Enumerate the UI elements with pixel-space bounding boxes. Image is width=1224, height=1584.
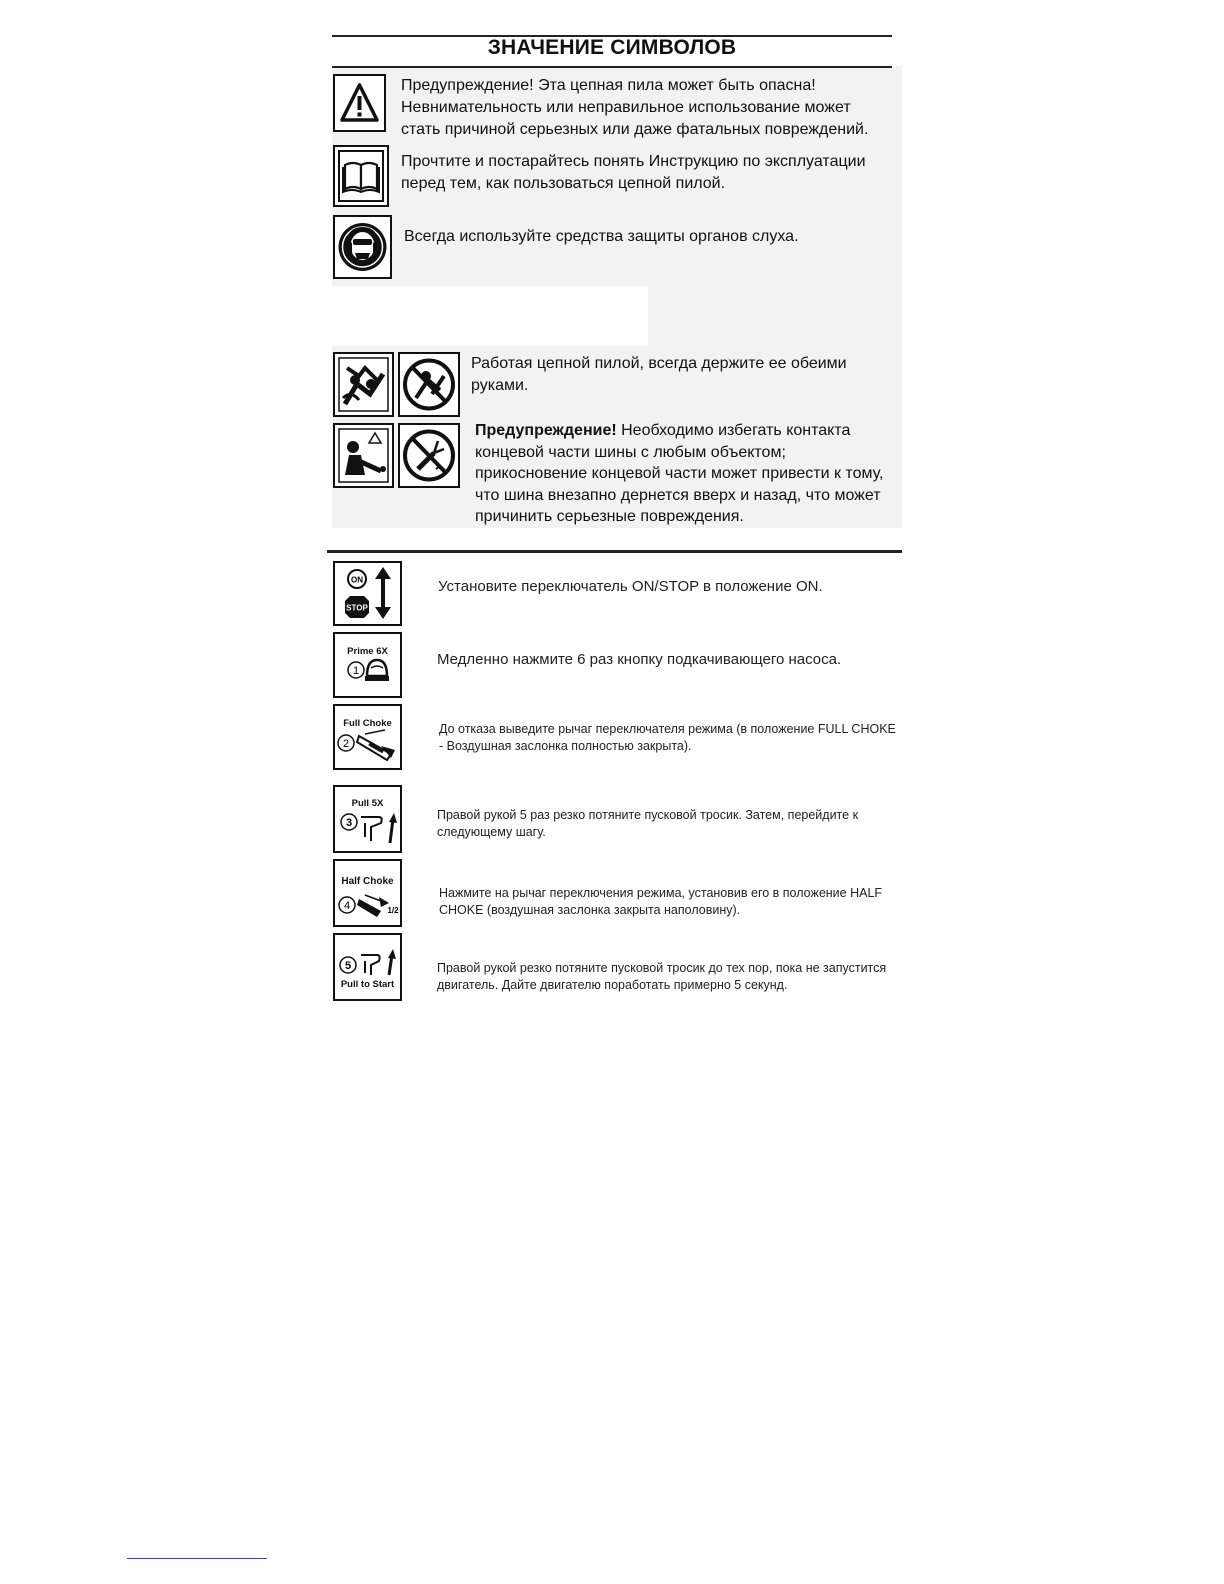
title-bottom-rule <box>332 66 892 68</box>
half-choke-label: Half Choke <box>341 876 394 887</box>
full-choke-icon <box>335 706 400 768</box>
page-title: ЗНАЧЕНИЕ СИМВОЛОВ <box>487 36 737 59</box>
pull-to-start-icon-box <box>333 933 402 1001</box>
footer-link-underline <box>127 1558 267 1559</box>
pull-cord-icon <box>335 787 400 851</box>
on-label: ON <box>351 575 363 585</box>
kickback-warning-icon <box>335 425 392 486</box>
warning-triangle-icon <box>335 76 384 130</box>
full-choke-label: Full Choke <box>343 718 392 729</box>
step-1-text: Медленно нажмите 6 раз кнопку подкачивающего насоса. <box>437 651 842 668</box>
prime-label: Prime 6X <box>347 646 388 657</box>
step-number-4: 4 <box>343 900 351 912</box>
tip-contact-prohibited-icon-box <box>398 423 460 488</box>
step-2-text: До отказа выведите рычаг переключателя режима (в положение FULL CHOKE - Воздушная заслонка полностью закрыта). <box>439 722 896 753</box>
two-hands-chainsaw-icon <box>335 354 392 415</box>
middle-section-background <box>648 286 902 350</box>
kickback-text <box>475 420 890 528</box>
half-choke-icon <box>335 861 400 925</box>
kickback-icon-box <box>333 423 394 488</box>
primer-bulb-icon <box>335 634 400 696</box>
kickback-warning-label: Предупреждение! <box>475 422 617 439</box>
pull-5x-icon-box <box>333 785 402 853</box>
full-choke-icon-box <box>333 704 402 770</box>
step-3-text: Правой рукой 5 раз резко потяните пусковой тросик. Затем, перейдите к следующему шагу. <box>437 808 859 839</box>
step-number-1: 1 <box>352 665 360 677</box>
step-number-2: 2 <box>342 738 350 750</box>
pull-to-start-label: Pull to Start <box>340 979 395 990</box>
two-hands-icon-box <box>333 352 394 417</box>
stop-label: STOP <box>346 603 368 613</box>
step-5-text: Правой рукой резко потяните пусковой тросик до тех пор, пока не запустится двигатель. Дайте двигателю поработать примерно 5 секунд. <box>437 961 887 992</box>
on-stop-icon-box <box>333 561 402 626</box>
on-stop-switch-icon <box>335 563 400 624</box>
step-on-stop-text: Установите переключатель ON/STOP в положение ON. <box>438 578 823 595</box>
tip-contact-prohibited-icon <box>400 425 458 486</box>
section-divider <box>327 550 902 553</box>
pull-5x-label: Pull 5X <box>351 798 384 809</box>
step-4-text: Нажмите на рычаг переключения режима, установив его в положение HALF CHOKE (воздушная заслонка закрыта наполовину). <box>439 886 883 917</box>
book-icon-box <box>333 145 389 207</box>
step-number-3: 3 <box>345 817 353 829</box>
half-label: 1/2 <box>387 906 399 915</box>
kickback-warning-body: Необходимо избегать контакта концевой части шины с любым объектом; прикосновение концевой части может привести к тому, что шина внезапно дернется вверх и назад, что может причинить серьезные повреждения. <box>475 422 884 525</box>
hearing-icon-box <box>333 215 392 279</box>
one-hand-prohibited-icon-box <box>398 352 460 417</box>
pull-to-start-icon <box>335 935 400 999</box>
two-hands-text: Работая цепной пилой, всегда держите ее обеими руками. <box>471 355 847 394</box>
book-text: Прочтите и постарайтесь понять Инструкцию по эксплуатации перед тем, как пользоваться цепной пилой. <box>401 153 866 192</box>
half-choke-icon-box <box>333 859 402 927</box>
book-icon <box>335 147 387 205</box>
warning-text: Предупреждение! Эта цепная пила может быть опасна! Невнимательность или неправильное использование может стать причиной серьезных или даже фатальных повреждений. <box>401 77 869 138</box>
step-number-5: 5 <box>344 960 352 972</box>
hearing-protection-icon <box>335 217 390 277</box>
prime-icon-box <box>333 632 402 698</box>
one-hand-prohibited-icon <box>400 354 458 415</box>
hearing-text: Всегда используйте средства защиты органов слуха. <box>404 228 799 245</box>
warning-icon-box <box>333 74 386 132</box>
